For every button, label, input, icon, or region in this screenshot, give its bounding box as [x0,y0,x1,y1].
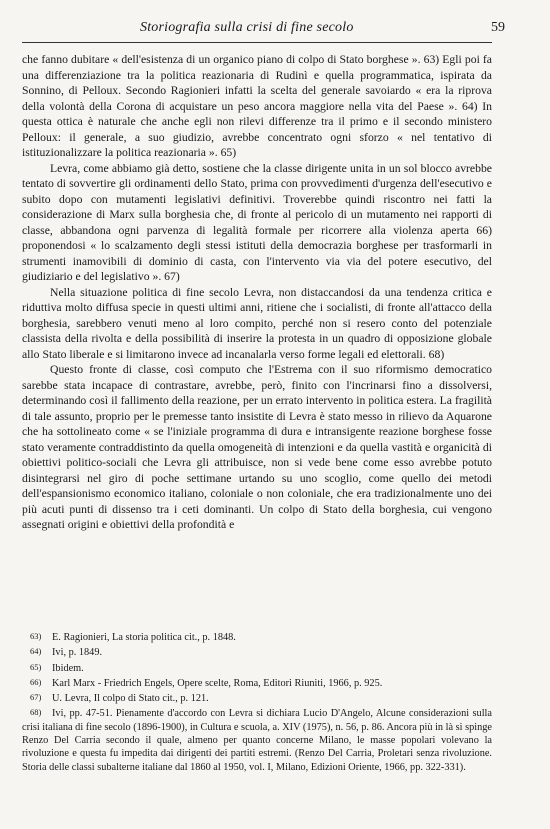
running-title: Storiografia sulla crisi di fine secolo [140,20,354,35]
footnote-number: 68) [30,707,42,718]
footnote [22,661,492,675]
footnote-number: 63) [30,631,42,641]
footnote [22,645,492,659]
footnotes [22,630,492,775]
paragraph: Levra, come abbiamo già detto, sostiene che la classe dirigente unita in un sol blocco avrebbe tentato di sovvertire gli ordinamenti dello Stato, prima con provvedimenti d'urgenza dell'esecutivo e subito dopo con mutamenti legislativi definitivi. Troverebbe quindi riscontro nei fatti la considerazione di Marx sulla borghesia che, di fronte al pericolo di un mutamento nei rapporti di classe, abbandona ogni parvenza di legalità formale per ricorrere alla violenza aperta 66) proponendosi « lo scalzamento degli stessi istituti della democrazia borghese per trasformarli in strumenti inamovibili di dominio di casta, con l'intervento via via del potere esecutivo, del giudiziario e del legislativo ». 67) [22,161,492,283]
footnote-text: Ibidem. [52,662,84,674]
header-rule [22,42,492,43]
footnote [22,706,492,773]
main-text [22,52,492,533]
paragraph: Questo fronte di classe, così computo che l'Estrema con il suo riformismo democratico sarebbe stata incapace di contrastare, avrebbe, però, finito con l'incrinarsi fino a dissolversi, determinando così il fallimento della reazione, per un errato intervento in politica estera. La fragilità di tale assunto, proprio per le premesse tanto insistite di Levra è stato messo in rilievo da Aquarone che ha sottolineato come « se l'iniziale programma di dura e intransigente reazione borghese fosse stato veramente contraddistinto da quella omogeneità di intenzioni e da quella vastità e organicità di obiettivi politico-sociali che Levra gli attribuisce, non si vede bene come esso avrebbe potuto disintegrarsi nel giro di poche settimane urtando su uno scoglio, come quello dei metodi dell'espansionismo economico italiano, coloniale o non coloniale, che era tradizionalmente uno dei più acuti punti di dissenso tra i ceti dominanti. Un colpo di Stato della borghesia, cui vengono assegnati origini e obiettivi della profondità e [22,363,492,531]
footnote [22,691,492,705]
footnote-text: Ivi, p. 1849. [52,647,103,659]
page-header [20,20,505,38]
page-number: 59 [491,20,505,35]
footnote-text: U. Levra, Il colpo di Stato cit., p. 121. [52,693,209,705]
footnote-text: E. Ragionieri, La storia politica cit., p. 1848. [52,632,236,643]
footnote-text: Ivi, pp. 47-51. Pienamente d'accordo con Levra si dichiara Lucio D'Angelo, Alcune considerazioni sulla crisi italiana di fine secolo (1896-1900), in Cultura e scuola, a. XIV (1975), n. 56, p. 86. Ancora più in là si spinge Renzo Del Carria secondo il quale, almeno per quanto concerne Milano, le masse popolari volevano la rivoluzione e questa fu impedita dai dirigenti dei partiti estremi. (Renzo Del Carria, Proletari senza rivoluzione. Storia delle classi subalterne italiane dal 1860 al 1950, vol. I, Milano, Edizioni Oriente, 1966, pp. 322-331). [22,708,492,773]
footnote [22,630,492,644]
paragraph: Nella situazione politica di fine secolo Levra, non distaccandosi da una tendenza critica e riduttiva molto diffusa specie in questi ultimi anni, ritiene che i socialisti, di fronte all'attacco della borghesia, sarebbero venuti meno al loro compito, perché non si resero conto del potenziale classista della rivolta e della possibilità di inserire la protesta in un quadro di opposizione globale allo Stato liberale e si limitarono invece ad incanalarla verso forme legali ed elettorali. 68) [22,285,492,361]
footnote [22,676,492,690]
footnote-number: 67) [30,692,42,703]
footnote-number: 64) [30,646,42,657]
paragraph: che fanno dubitare « dell'esistenza di un organico piano di colpo di Stato borghese ». 63) Egli poi fa una differenziazione tra la politica reazionaria di Rudinì e quella programmatica, ispirata da Sonnino, di Pelloux. Secondo Ragionieri infatti la scelta del generale savoiardo « era la riprova della volontà della Corona di acquistare un peso ancora maggiore nella vita del Paese ». 64) In questa ottica è naturale che anche egli non rilevi differenze tra il primo e il secondo ministero Pelloux: il generale, a suo giudizio, avrebbe concentrato ogni sforzo « nel tentativo di istituzionalizzare la politica reazionaria ». 65) [22,53,492,159]
footnote-text: Karl Marx - Friedrich Engels, Opere scelte, Roma, Editori Riuniti, 1966, p. 925. [52,677,383,689]
footnote-number: 66) [30,676,42,687]
footnote-number: 65) [30,661,42,672]
